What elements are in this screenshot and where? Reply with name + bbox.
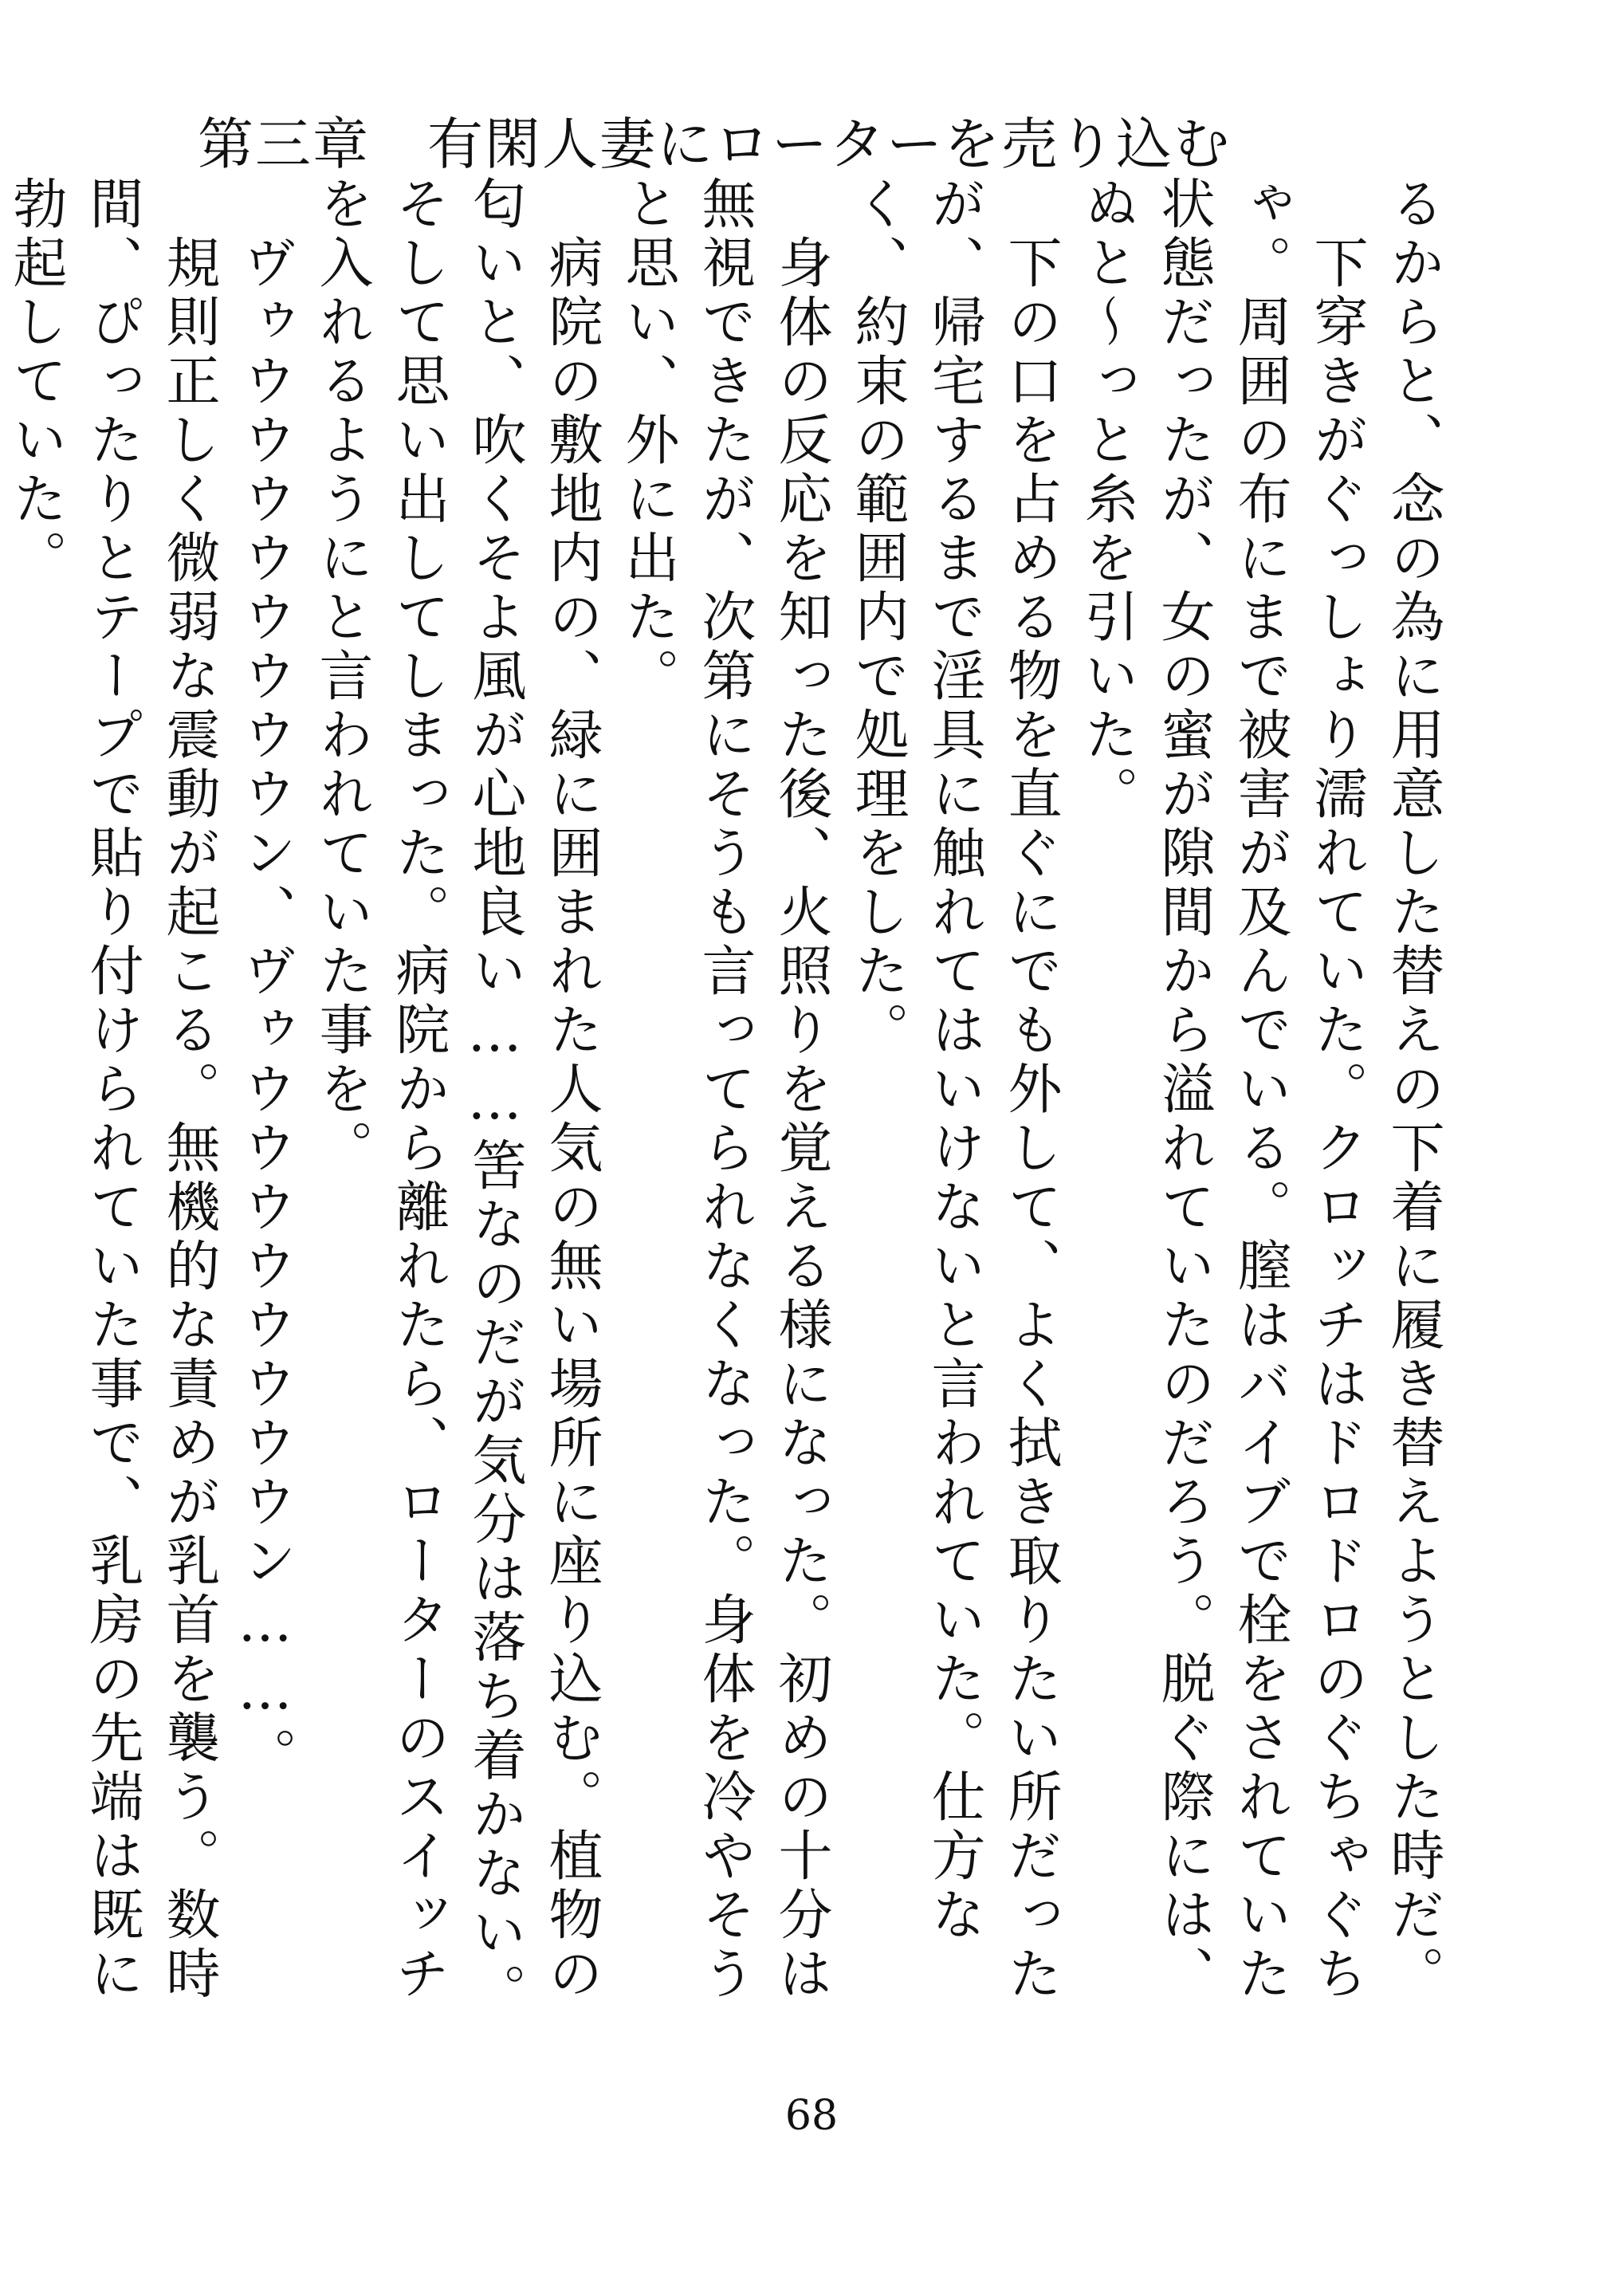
text-line: 下穿きがぐっしょり濡れていた。クロッチはドロドロのぐちゃぐちゃ。周囲の布にまで被害が及んでいる。膣はバイブで栓をされていた状態だったが、女の蜜が隙間から溢れていたのだろう。脱ぐ際には、ぬと～っと糸を引いた。 [1075, 175, 1368, 2004]
text-line: 下の口を占める物を直ぐにでも外して、よく拭き取りたい所だったが、帰宅するまで淫具に触れてはいけないと言われていた。仕方なく、約束の範囲内で処理をした。 [846, 175, 1062, 2004]
text-line: ヴゥウウウウウウウウン、ヴゥウウウウウウウウン……。 [234, 175, 297, 1786]
chapter-title: 第三章 有閑人妻にローターを売り込む [198, 112, 1231, 177]
text-line: るからと、念の為に用意した替えの下着に履き替えようとした時だ。 [1381, 175, 1444, 2004]
text-line: 身体の反応を知った後、火照りを覚える様になった。初めの十分は無視できたが、次第にそうも言ってられなくなった。身体を冷やそうと思い、外に出た。 [616, 175, 832, 2004]
text-line: 規則正しく微弱な震動が起こる。無機的な責めが乳首を襲う。数時間、ぴったりとテープで貼り付けられていた事で、乳房の先端は既に勃起していた。 [4, 175, 220, 2004]
text-line: 病院の敷地内の、緑に囲まれた人気の無い場所に座り込む。植物の匂いと、吹くそよ風が心地良い……筈なのだが気分は落ち着かない。そして思い出してしまった。病院から離れたら、ローターのスイッチを入れるようにと言われていた事を。 [310, 175, 603, 2022]
page-number: 68 [784, 2092, 839, 2140]
body-text [4, 175, 1451, 2025]
